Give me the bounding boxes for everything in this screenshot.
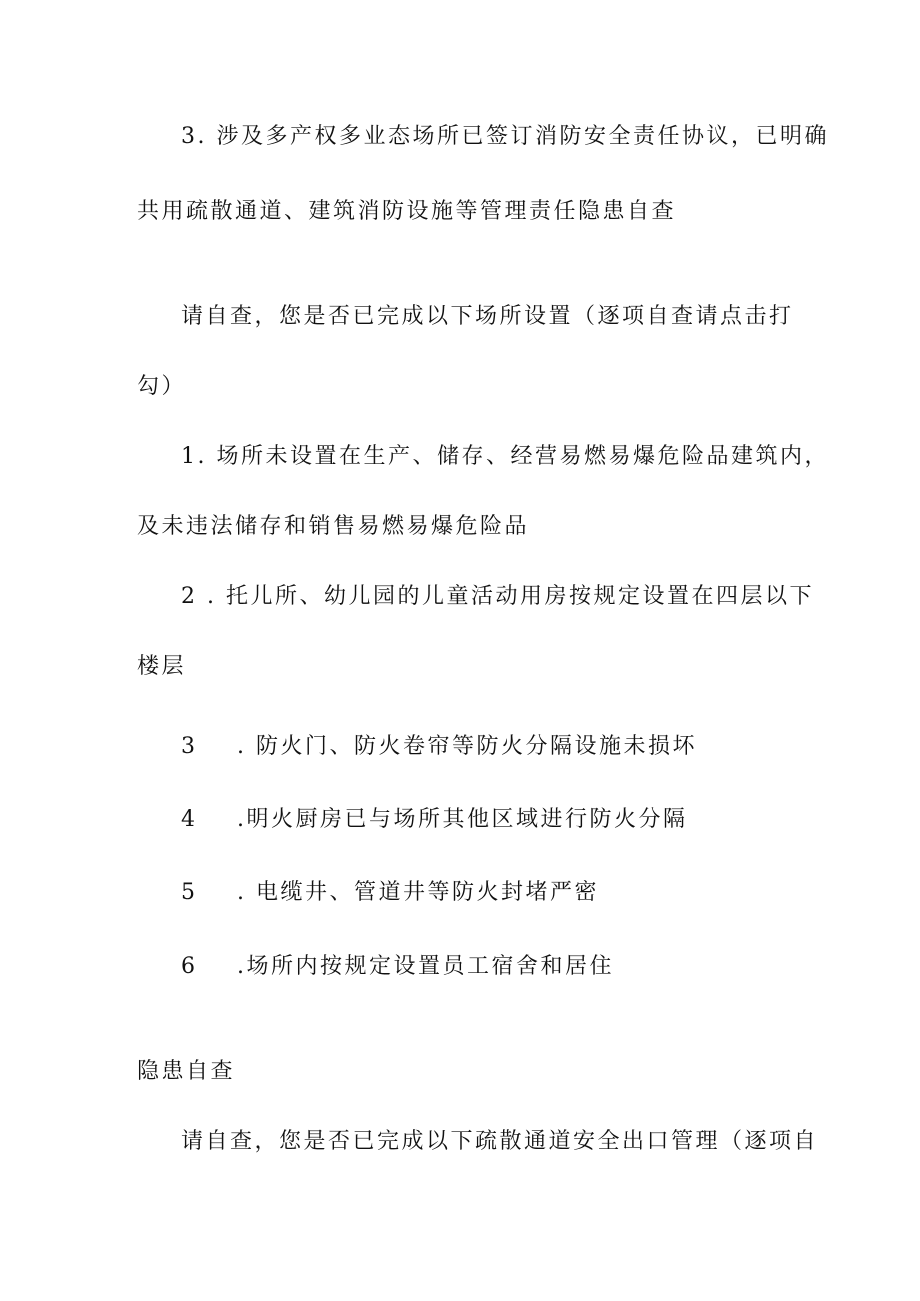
list-item-3-number: 3 (181, 734, 198, 759)
check-intro-line1: 请自查，您是否已完成以下场所设置（逐项自查请点击打 (181, 304, 794, 329)
section-b-intro-line1: 请自查，您是否已完成以下疏散通道安全出口管理（逐项自 (181, 1129, 819, 1154)
list-item-5 (181, 878, 599, 908)
list-item-4-number: 4 (181, 807, 198, 832)
list-item-6-number: 6 (181, 954, 198, 979)
list-item-3-text: . 防火门、防火卷帘等防火分隔设施未损坏 (237, 734, 697, 759)
list-item-2-line1: 2 . 托儿所、幼儿园的儿童活动用房按规定设置在四层以下 (181, 584, 814, 609)
list-item-6 (181, 952, 614, 982)
list-item-3 (181, 732, 697, 762)
paragraph-item3-line2: 共用疏散通道、建筑消防设施等管理责任隐患自查 (137, 199, 677, 224)
check-intro-line2: 勾） (137, 374, 187, 399)
list-item-4-text: .明火厨房已与场所其他区域进行防火分隔 (237, 807, 688, 832)
paragraph-item3-line1: 3. 涉及多产权多业态场所已签订消防安全责任协议，已明确 (181, 124, 829, 149)
section-heading: 隐患自查 (137, 1059, 236, 1084)
list-item-2-line2: 楼层 (137, 654, 187, 679)
list-item-5-number: 5 (181, 880, 198, 905)
list-item-1-line1: 1. 场所未设置在生产、储存、经营易燃易爆危险品建筑内， (181, 444, 829, 469)
list-item-5-text: . 电缆井、管道井等防火封堵严密 (237, 880, 599, 905)
list-item-4 (181, 805, 688, 835)
list-item-1-line2: 及未违法储存和销售易燃易爆危险品 (137, 514, 530, 539)
list-item-6-text: .场所内按规定设置员工宿舍和居住 (237, 954, 614, 979)
